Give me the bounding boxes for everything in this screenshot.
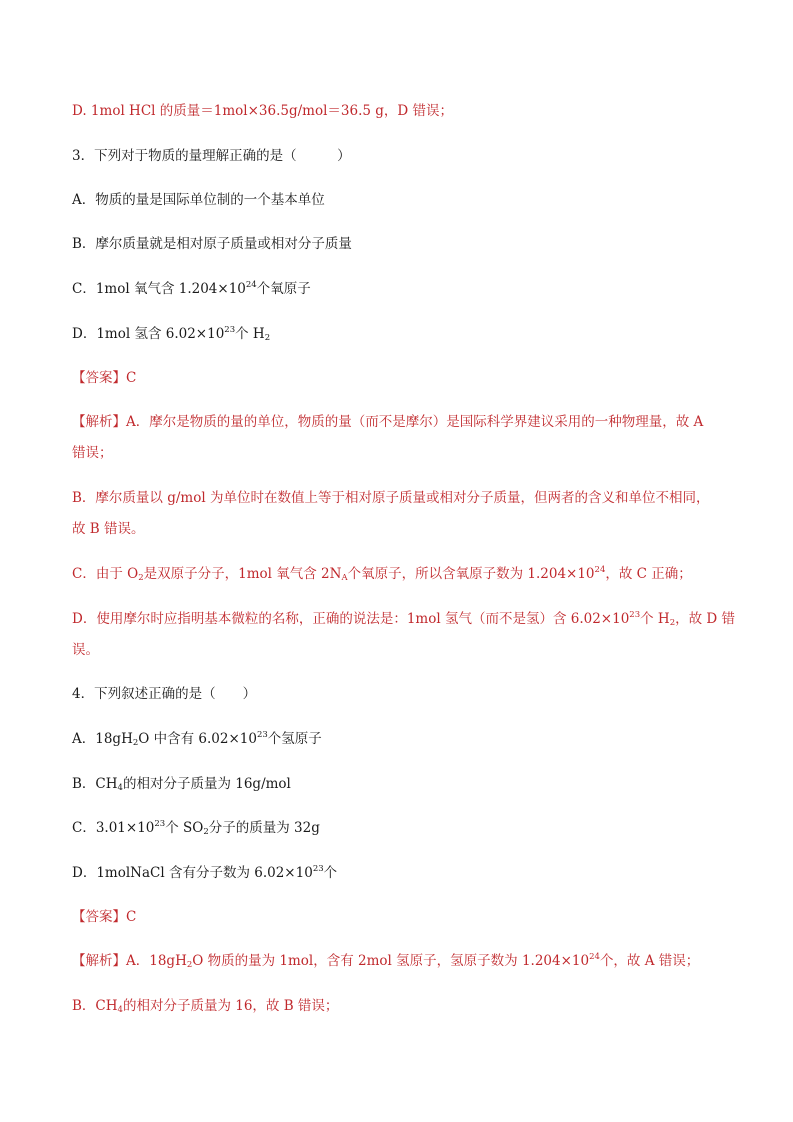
explanation-line: B．摩尔质量以 g/mol 为单位时在数值上等于相对原子质量或相对分子质量，但两者的含义和单位不相同， bbox=[72, 490, 710, 506]
question-4-answer: 【答案】C bbox=[72, 909, 137, 925]
explanation-line: B．$CH_4$的相对分子质量为 16，故 B 错误； bbox=[72, 998, 339, 1015]
question-4-stem: 4．下列叙述正确的是（ ） bbox=[72, 686, 257, 702]
question-3-option-d: D．1mol 氢含 $6.02\times 10^{23}$个 $H_2$ bbox=[72, 325, 271, 343]
explanation-line: 【解析】A．$18gH_2O$ 物质的量为 1mol，含有 2mol 氢原子，氢原子数为 $1.204\times 10^{24}$个，故 A 错误； bbox=[72, 952, 700, 970]
explanation-line: 误。 bbox=[72, 642, 99, 658]
question-3-answer: 【答案】C bbox=[72, 370, 137, 386]
explanation-line: 错误； bbox=[72, 445, 113, 461]
question-4-option-c: C．$3.01\times 10^{23}$个 $SO_2$分子的质量为 32g bbox=[72, 819, 320, 837]
question-4-option-b: B．$CH_4$的相对分子质量为 16g/mol bbox=[72, 776, 291, 793]
question-4-option-d: D．1molNaCl 含有分子数为 $6.02\times 10^{23}$个 bbox=[72, 864, 338, 881]
question-4-option-a: A．$18gH_2O$ 中含有 $6.02\times 10^{23}$个氢原子 bbox=[72, 730, 322, 748]
question-3-stem: 3．下列对于物质的量理解正确的是（ ） bbox=[72, 148, 351, 164]
explanation-line: D．使用摩尔时应指明基本微粒的名称，正确的说法是：1mol 氢气（而不是氢）含 $6.02\times 10^{23}$个 $H_2$，故 D 错 bbox=[72, 610, 736, 628]
question-3-option-b: B．摩尔质量就是相对原子质量或相对分子质量 bbox=[72, 236, 352, 252]
question-3-option-a: A．物质的量是国际单位制的一个基本单位 bbox=[72, 192, 325, 208]
explanation-line: 故 B 错误。 bbox=[72, 521, 145, 537]
explanation-line: C．由于 $O_2$是双原子分子，1mol 氧气含 $2N_A$个氧原子，所以含氧原子数为 $1.204\times 10^{24}$，故 C 正确； bbox=[72, 565, 692, 583]
explanation-line: D. 1mol HCl 的质量＝1mol×36.5g/mol＝36.5 g，D 错误； bbox=[72, 103, 454, 119]
question-3-option-c: C．1mol 氧气含 $1.204\times 10^{24}$个氧原子 bbox=[72, 280, 311, 297]
explanation-line: 【解析】A．摩尔是物质的量的单位，物质的量（而不是摩尔）是国际科学界建议采用的一种物理量，故 A bbox=[72, 414, 704, 430]
